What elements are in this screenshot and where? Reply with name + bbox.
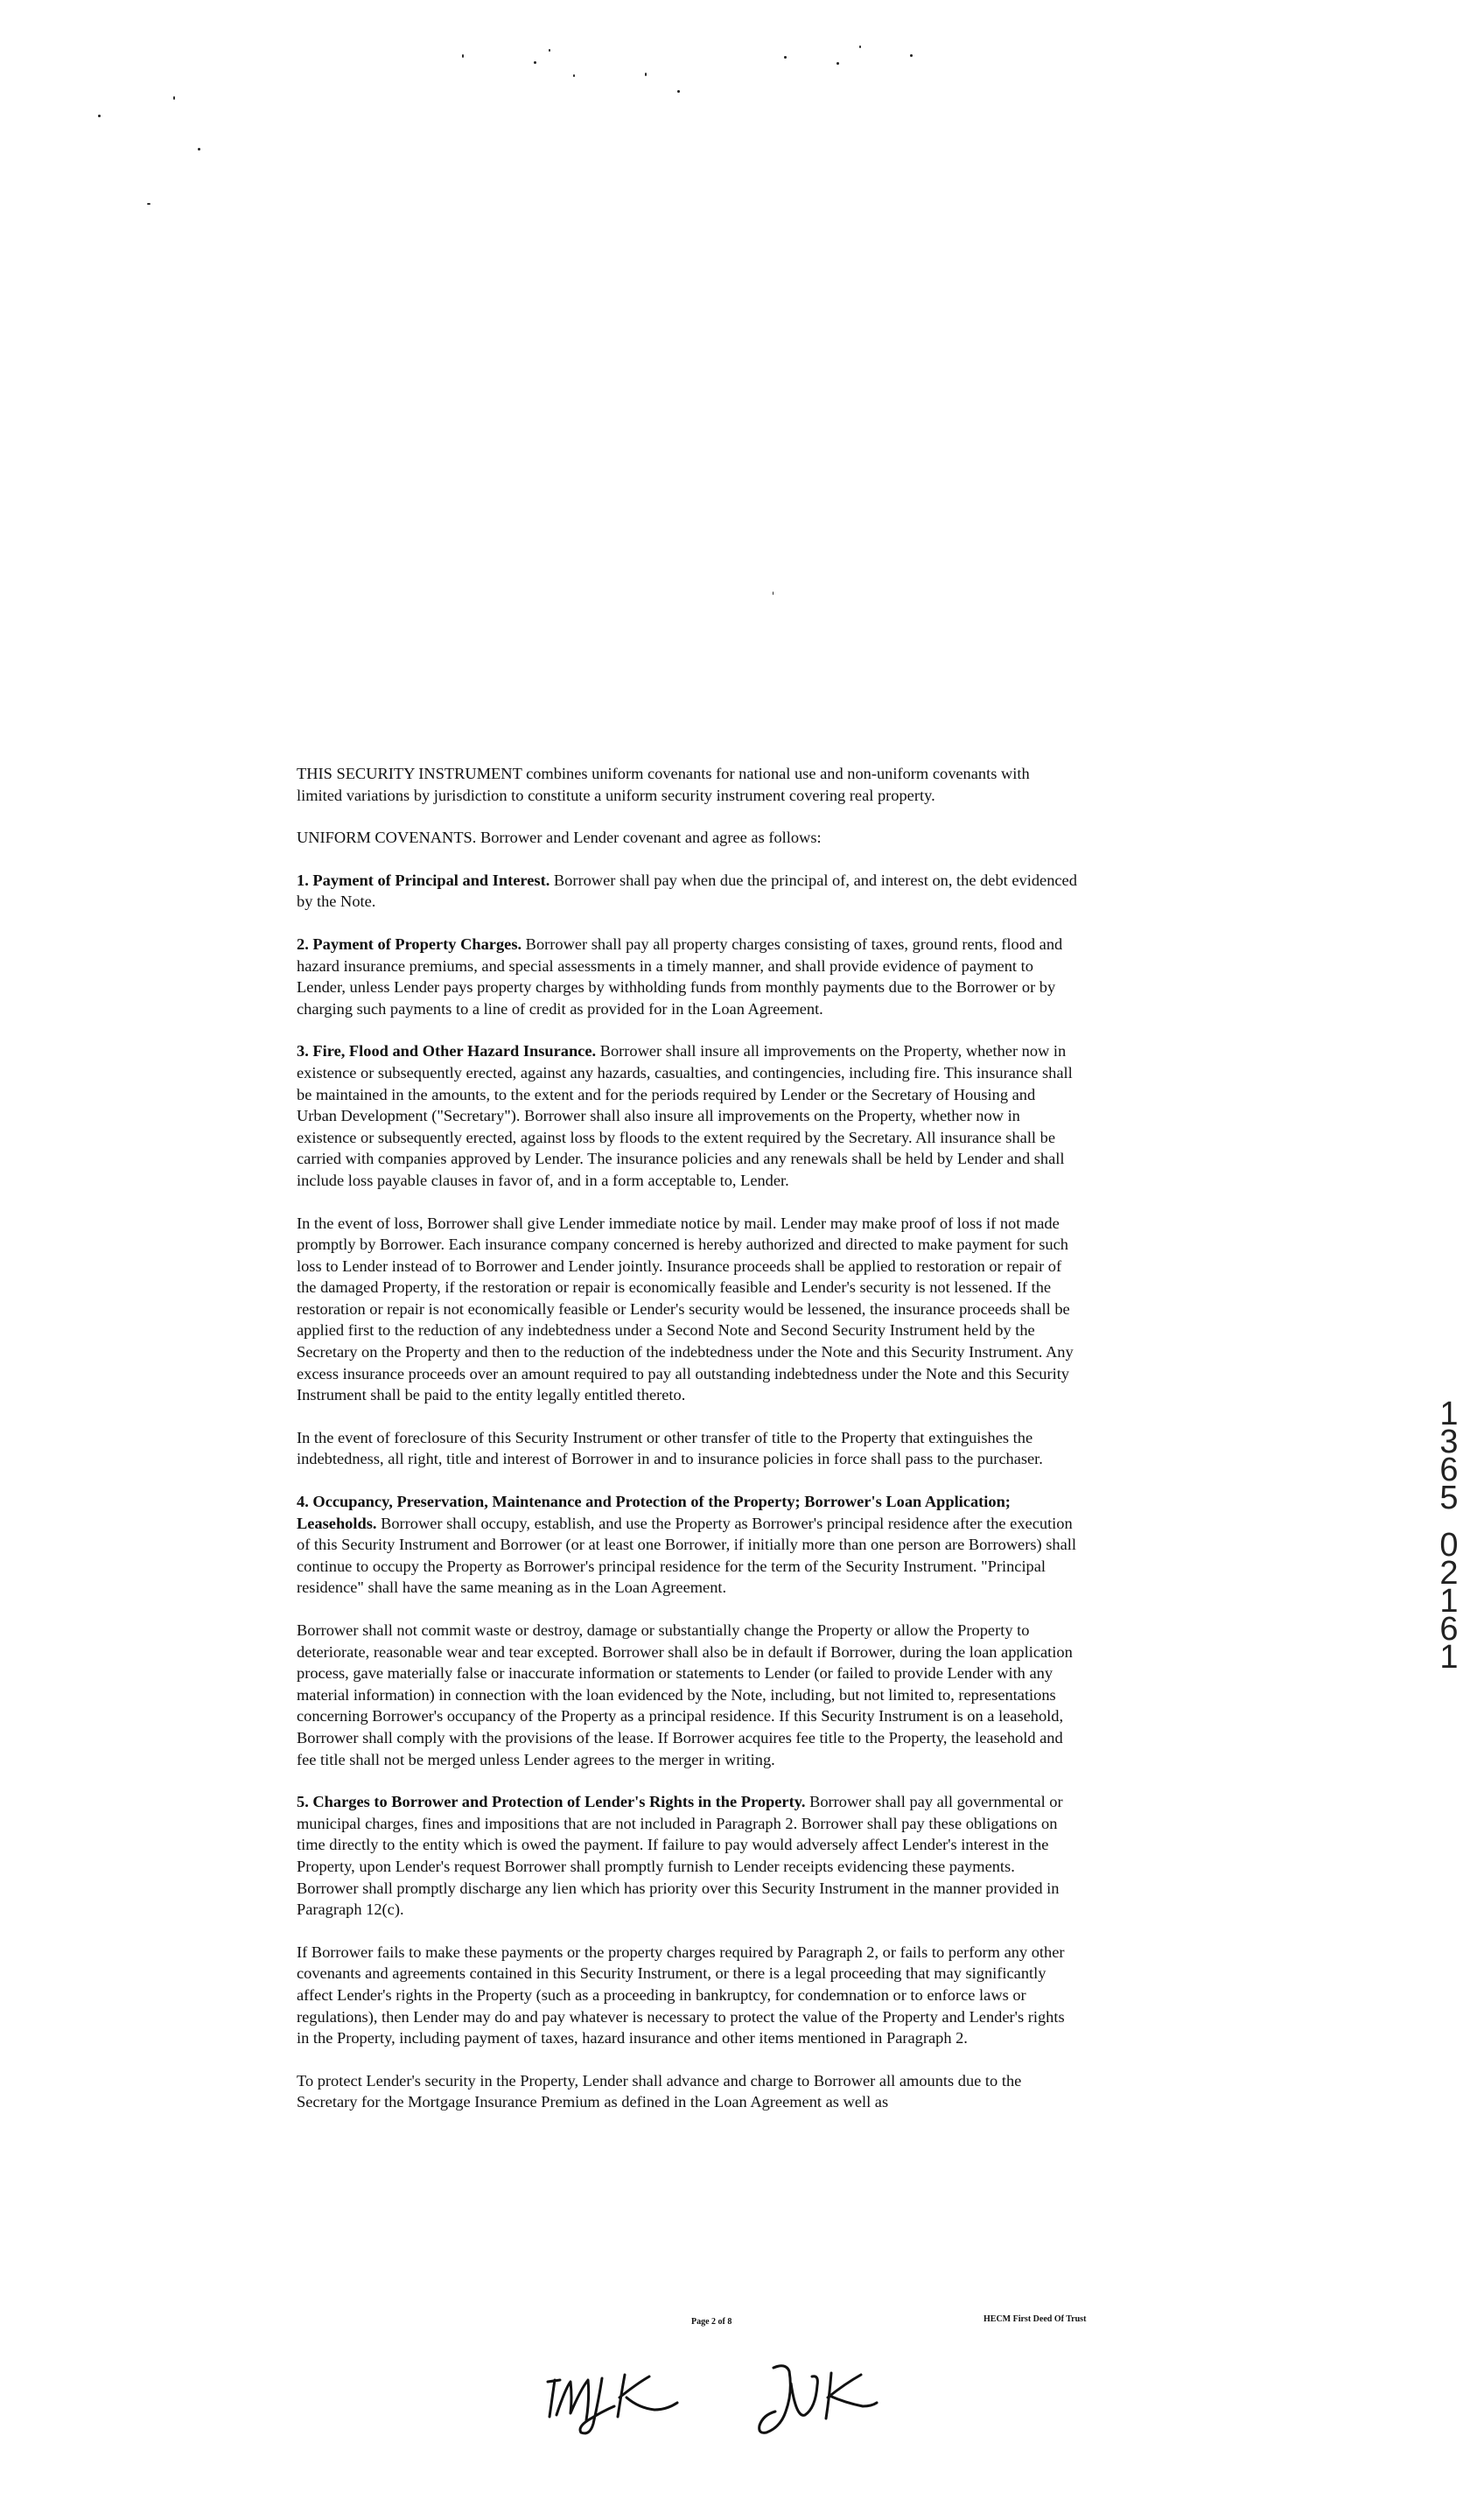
stamp-digit: 2 bbox=[1439, 1555, 1459, 1592]
covenant-5-paragraph bbox=[297, 1791, 1079, 1921]
form-name: HECM First Deed Of Trust bbox=[984, 2314, 1087, 2324]
covenant-4-waste-paragraph: Borrower shall not commit waste or destroy, damage or substantially change the Property or allow the Property to deteriorate, reasonable wear and tear excepted. Borrower shall also be in default if Borrower, during the loan application process, gave materially false or inaccurate information or statements to Lender (or failed to provide Lender with any material information) in connection with the loan evidenced by the Note, including, but not limited to, representations concerning Borrower's occupancy of the Property as a principal residence. If this Security Instrument is on a leasehold, Borrower shall comply with the provisions of the lease. If Borrower acquires fee title to the Property, the leasehold and fee title shall not be merged unless Lender agrees to the merger in writing. bbox=[297, 1621, 1073, 1768]
stamp-digit: 3 bbox=[1439, 1424, 1459, 1460]
covenant-4-body: Borrower shall occupy, establish, and use the Property as Borrower's principal residence after the execution of this Security Instrument and Borrower (or at least one Borrower, if initially more than one person are Borrowers) shall continue to occupy the Property as Borrower's principal residence for the term of the Security Instrument. "Principal residence" shall have the same meaning as in the Loan Agreement. bbox=[297, 1514, 1076, 1597]
stamp-digit: 6 bbox=[1439, 1452, 1459, 1488]
stamp-digit: 1 bbox=[1439, 1639, 1459, 1676]
stamp-digit: 0 bbox=[1439, 1527, 1459, 1564]
stamp-digit: 5 bbox=[1439, 1480, 1459, 1516]
covenant-5-heading: 5. Charges to Borrower and Protection of Lender's Rights in the Property. bbox=[297, 1793, 806, 1811]
covenant-2-paragraph bbox=[297, 934, 1079, 1019]
covenant-2-body: Borrower shall pay all property charges consisting of taxes, ground rents, flood and hazard insurance premiums, and special assessments in a timely manner, and shall provide evidence of payment to Lender, unless Lender pays property charges by withholding funds from monthly payments due to the Borrower or by charging such payments to a line of credit as provided for in the Loan Agreement. bbox=[297, 934, 1063, 1018]
covenant-4-heading: 4. Occupancy, Preservation, Maintenance and Protection of the Property; Borrower's Loan Application; Leaseholds. bbox=[297, 1493, 1011, 1532]
stamp-digit: 6 bbox=[1439, 1611, 1459, 1648]
covenant-5-protect-paragraph: To protect Lender's security in the Property, Lender shall advance and charge to Borrower all amounts due to the Secretary for the Mortgage Insurance Premium as defined in the Loan Agreement as well as bbox=[297, 2071, 1022, 2111]
covenant-3-heading: 3. Fire, Flood and Other Hazard Insurance. bbox=[297, 1042, 597, 1060]
covenant-2-heading: 2. Payment of Property Charges. bbox=[297, 934, 522, 953]
uniform-covenants-paragraph: UNIFORM COVENANTS. Borrower and Lender covenant and agree as follows: bbox=[297, 829, 822, 847]
covenant-3-foreclosure-paragraph: In the event of foreclosure of this Security Instrument or other transfer of title to the Property that extinguishes the indebtedness, all right, title and interest of Borrower in and to insurance policies in force shall pass to the purchaser. bbox=[297, 1428, 1043, 1468]
document-body bbox=[297, 763, 1079, 2113]
covenant-3-body: Borrower shall insure all improvements on the Property, whether now in existence or subsequently erected, against any hazards, casualties, and contingencies, including fire. This insurance shall be maintained in the amounts, to the extent and for the periods required by Lender or the Secretary of Housing and Urban Development ("Secretary"). Borrower shall also insure all improvements on the Property, whether now in existence or subsequently erected, against loss by floods to the extent required by the Secretary. All insurance shall be carried with companies approved by Lender. The insurance policies and any renewals shall be held by Lender and shall include loss payable clauses in favor of, and in a form acceptable to, Lender. bbox=[297, 1042, 1073, 1189]
covenant-3-paragraph bbox=[297, 1040, 1079, 1191]
page-number: Page 2 of 8 bbox=[691, 2317, 732, 2327]
covenant-1-paragraph bbox=[297, 870, 1079, 913]
intro-paragraph: THIS SECURITY INSTRUMENT combines uniform covenants for national use and non-uniform covenants with limited variations by jurisdiction to constitute a uniform security instrument covering real property. bbox=[297, 765, 1030, 804]
covenant-1-heading: 1. Payment of Principal and Interest. bbox=[297, 871, 550, 889]
covenant-1-body: Borrower shall pay when due the principal of, and interest on, the debt evidenced by the Note. bbox=[297, 871, 1077, 911]
signature-initials-jdk bbox=[754, 2357, 886, 2454]
stamp-digit: 1 bbox=[1439, 1583, 1459, 1620]
recording-stamp bbox=[1432, 1396, 1466, 1676]
stamp-digit: 1 bbox=[1439, 1396, 1459, 1432]
covenant-5-body: Borrower shall pay all governmental or municipal charges, fines and impositions that are not included in Paragraph 2. Borrower shall pay these obligations on time directly to the entity which is owed the payment. If failure to pay would adversely affect Lender's interest in the Property, upon Lender's request Borrower shall promptly furnish to Lender receipts evidencing these payments. Borrower shall promptly discharge any lien which has priority over this Security Instrument in the manner provided in Paragraph 12(c). bbox=[297, 1793, 1063, 1919]
covenant-4-paragraph bbox=[297, 1491, 1079, 1599]
covenant-3-loss-paragraph: In the event of loss, Borrower shall give Lender immediate notice by mail. Lender may make proof of loss if not made promptly by Borrower. Each insurance company concerned is hereby authorized and directed to make payment for such loss to Lender instead of to Borrower and Lender jointly. Insurance proceeds shall be applied to restoration or repair of the damaged Property, if the restoration or repair is economically feasible and Lender's security is not lessened. If the restoration or repair is not economically feasible or Lender's security would be lessened, the insurance proceeds shall be applied first to the reduction of any indebtedness under a Second Note and Second Security Instrument held by the Secretary on the Property and then to the reduction of the indebtedness under the Note and this Security Instrument. Any excess insurance proceeds over an amount required to pay all outstanding indebtedness under the Note and this Security Instrument shall be paid to the entity legally entitled thereto. bbox=[297, 1214, 1074, 1404]
signature-initials-mjk bbox=[541, 2362, 707, 2441]
covenant-5-fails-paragraph: If Borrower fails to make these payments or the property charges required by Paragraph 2, or fails to perform any other covenants and agreements contained in this Security Instrument, or there is a legal proceeding that may significantly affect Lender's rights in the Property (such as a proceeding in bankruptcy, for condemnation or to enforce laws or regulations), then Lender may do and pay whatever is necessary to protect the value of the Property and Lender's rights in the Property, including payment of taxes, hazard insurance and other items mentioned in Paragraph 2. bbox=[297, 1942, 1065, 2048]
